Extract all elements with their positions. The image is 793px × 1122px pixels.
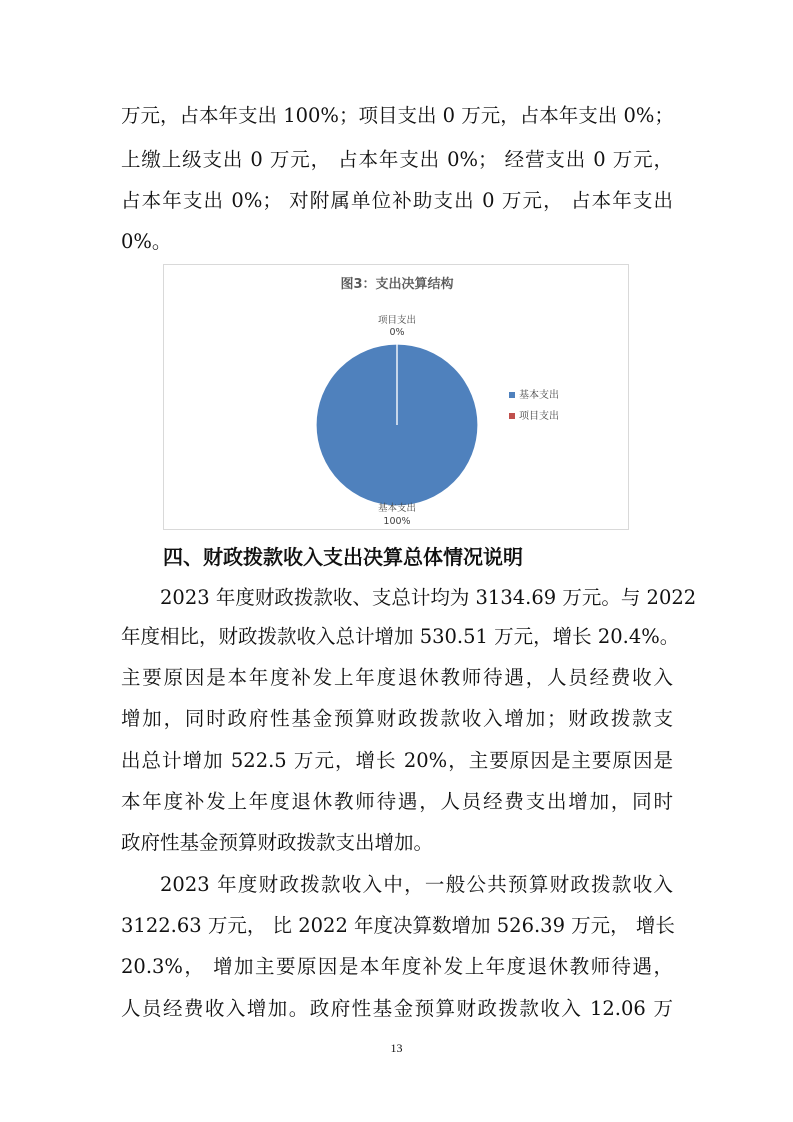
paragraph-line: 年度相比，财政拨款收入总计增加 530.51 万元，增长 20.4%。 [121, 625, 680, 648]
data-label-name-project: 项目支出 [377, 315, 417, 326]
paragraph-line: 上缴上级支出 0 万元， 占本年支出 0%； 经营支出 0 万元， [121, 148, 673, 171]
data-label-name-basic: 基本支出 [377, 503, 417, 514]
section-heading: 四、财政拨款收入支出决算总体情况说明 [163, 545, 523, 569]
legend-label: 项目支出 [519, 411, 559, 422]
paragraph-line: 0%。 [121, 230, 172, 253]
legend-swatch [509, 392, 515, 398]
data-label-value-basic: 100% [383, 516, 411, 527]
paragraph-line: 占本年支出 0%； 对附属单位补助支出 0 万元， 占本年支出 [121, 189, 673, 212]
legend-label: 基本支出 [519, 390, 559, 401]
paragraph-line: 人员经费收入增加。政府性基金预算财政拨款收入 12.06 万 [121, 997, 673, 1020]
pie-chart [163, 264, 629, 530]
page-number: 13 [390, 1041, 403, 1055]
paragraph-line: 2023 年度财政拨款收、支总计均为 3134.69 万元。与 2022 [160, 586, 697, 609]
chart-title: 图3：支出决算结构 [340, 277, 454, 292]
paragraph-line: 万元，占本年支出 100%；项目支出 0 万元，占本年支出 0%； [121, 104, 674, 127]
pie-chart-svg [164, 265, 630, 531]
data-label-value-project: 0% [389, 327, 405, 338]
paragraph-line: 本年度补发上年度退休教师待遇，人员经费支出增加，同时 [121, 790, 673, 813]
legend-swatch [509, 413, 515, 419]
paragraph-line: 2023 年度财政拨款收入中，一般公共预算财政拨款收入 [160, 873, 673, 896]
paragraph-line: 主要原因是本年度补发上年度退休教师待遇，人员经费收入 [121, 666, 673, 689]
paragraph-line: 3122.63 万元， 比 2022 年度决算数增加 526.39 万元， 增长 [121, 914, 675, 937]
paragraph-line: 出总计增加 522.5 万元，增长 20%，主要原因是主要原因是 [121, 749, 673, 772]
paragraph-line: 政府性基金预算财政拨款支出增加。 [121, 831, 434, 854]
paragraph-line: 20.3%， 增加主要原因是本年度补发上年度退休教师待遇， [121, 955, 673, 978]
paragraph-line: 增加，同时政府性基金预算财政拨款收入增加；财政拨款支 [121, 707, 673, 730]
